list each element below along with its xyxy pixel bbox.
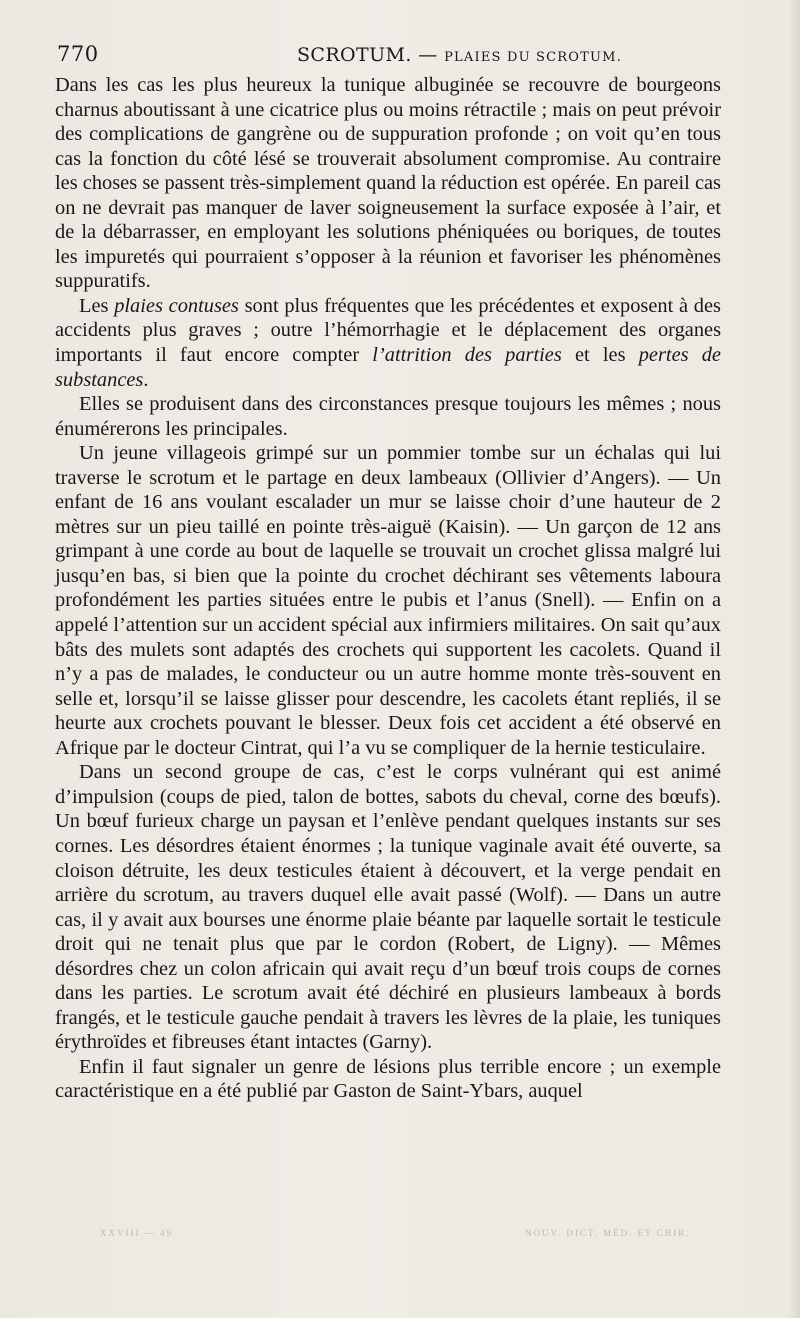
page-header	[57, 42, 747, 68]
imprint-line: NOUV. DICT. MÉD. ET CHIR.	[525, 1228, 691, 1238]
p2-text-c: sont plus fréquentes que les précédentes et exposent à des accidents plus graves ; outre l’hémorrhagie et le déplacement des organes importants il faut encore compter	[55, 294, 721, 367]
p2-text-e: et les	[561, 344, 639, 367]
body-text	[55, 73, 721, 1104]
running-head-title: SCROTUM. —	[297, 44, 438, 66]
paragraph-1: Dans les cas les plus heureux la tunique albuginée se recouvre de bourgeons charnus aboutissant à une cicatrice plus ou moins rétractile ; mais on peut prévoir des complications de gangrène ou de suppuration profonde ; on voit qu’en tous cas la fonction du côté lésé se trouverait absolument compromise. Au contraire les choses se passent très-simplement quand la réduction est opérée. En pareil cas on ne devrait pas manquer de laver soigneusement la surface exposée à l’air, et de la débarrasser, en employant les solutions phéniquées ou boriques, de toutes les impuretés qui pourraient s’opposer à la réunion et favoriser les phénomènes suppuratifs.	[55, 74, 721, 293]
page-footer	[100, 1228, 720, 1244]
running-head	[297, 44, 622, 66]
p2-italic-plaies-contuses: plaies contuses	[114, 294, 239, 317]
running-head-subtitle: PLAIES DU SCROTUM.	[444, 50, 623, 65]
page-number: 770	[57, 42, 99, 66]
paragraph-3: Elles se produisent dans des circonstances presque toujours les mêmes ; nous énumérerons les principales.	[55, 393, 721, 440]
paragraph-4: Un jeune villageois grimpé sur un pommier tombe sur un échalas qui lui traverse le scrotum et le partage en deux lambeaux (Ollivier d’Angers). — Un enfant de 16 ans voulant escalader un mur se laisse choir d’une hauteur de 2 mètres sur un pieu taillé en pointe très-aiguë (Kaisin). — Un garçon de 12 ans grimpant à une corde au bout de laquelle se trouvait un crochet glissa malgré lui jusqu’en bas, si bien que la pointe du crochet déchirant ses vêtements laboura profondément les parties situées entre le pubis et l’anus (Snell). — Enfin on a appelé l’attention sur un accident spécial aux infirmiers militaires. On sait qu’aux bâts des mulets sont adaptés des crochets qui supportent les cacolets. Quand il n’y a pas de malades, le conducteur ou un autre homme monte très-souvent en selle et, lorsqu’il se laisse glisser pour descendre, les cacolets étant repliés, il se heurte aux crochets pouvant le blesser. Deux fois cet accident a été observé en Afrique par le docteur Cintrat, qui l’a vu se compliquer de la hernie testiculaire.	[55, 442, 721, 759]
p2-text-a: Les	[79, 294, 115, 317]
p2-text-g: .	[143, 368, 149, 391]
p2-italic-pertes: pertes de substances	[55, 344, 721, 391]
paragraph-5: Dans un second groupe de cas, c’est le corps vulnérant qui est animé d’impulsion (coups de pied, talon de bottes, sabots du cheval, corne des bœufs). Un bœuf furieux charge un paysan et l’enlève pendant quelques instants sur ses cornes. Les désordres étaient énormes ; la tunique vaginale avait été ouverte, sa cloison détruite, les deux testicules étaient à découvert, et la verge pendait en arrière du scrotum, au travers duquel elle avait passé (Wolf). — Dans un autre cas, il y avait aux bourses une énorme plaie béante par laquelle sortait le testicule droit qui ne tenait plus que par le cordon (Robert, de Ligny). — Mêmes désordres chez un colon africain qui avait reçu d’un bœuf trois coups de cornes dans les parties. Le scrotum avait été déchiré en plusieurs lambeaux à bords frangés, et le testicule gauche pendait à travers les lèvres de la plaie, les tuniques érythroïdes et fibreuses étant intactes (Garny).	[55, 761, 721, 1054]
p2-italic-attrition: l’attrition des parties	[372, 344, 562, 367]
signature-mark: XXVIII — 49	[100, 1228, 173, 1238]
binding-shadow	[788, 0, 800, 1318]
paragraph-2	[55, 294, 721, 392]
paragraph-6: Enfin il faut signaler un genre de lésions plus terrible encore ; un exemple caractéristique en a été publié par Gaston de Saint-Ybars, auquel	[55, 1055, 721, 1103]
